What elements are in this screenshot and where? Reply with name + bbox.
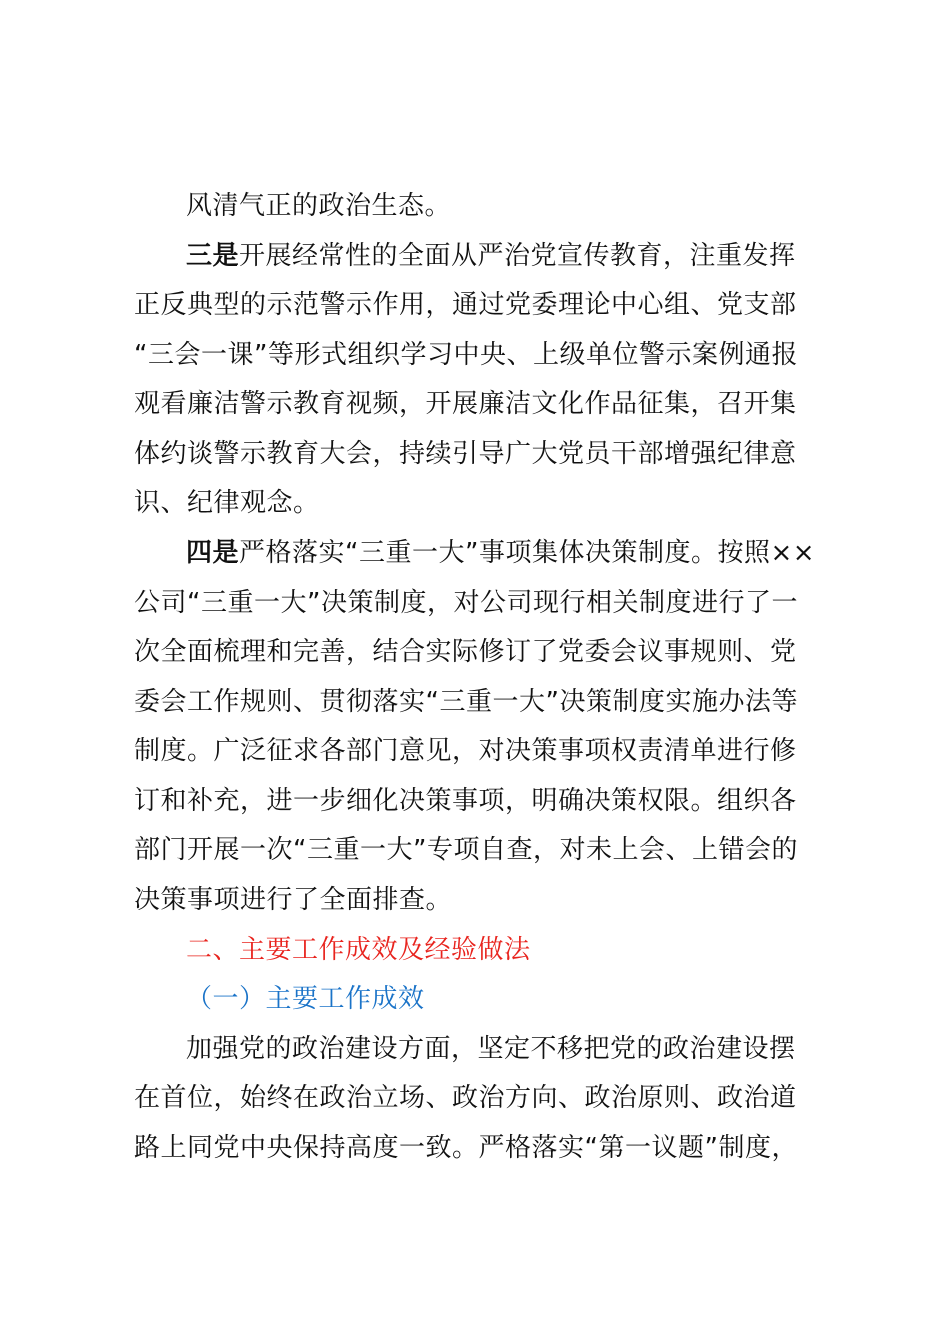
bold-lead: 三是: [186, 241, 240, 271]
paragraph-text: 严格落实“三重一大”事项集体决策制度。按照××: [239, 538, 816, 568]
paragraph-text: 开展经常性的全面从严治党宣传教育，注重发挥: [239, 241, 796, 271]
paragraph-line: 风清气正的政治生态。: [186, 191, 452, 221]
paragraph-line: 委会工作规则、贯彻落实“三重一大”决策制度实施办法等: [134, 687, 798, 717]
paragraph-line: [186, 241, 796, 271]
paragraph-line: 制度。广泛征求各部门意见，对决策事项权责清单进行修: [134, 736, 797, 766]
paragraph-line: 加强党的政治建设方面，坚定不移把党的政治建设摆: [186, 1034, 796, 1064]
paragraph-line: 部门开展一次“三重一大”专项自查，对未上会、上错会的: [134, 835, 798, 865]
paragraph-line: 订和补充，进一步细化决策事项，明确决策权限。组织各: [134, 786, 797, 816]
paragraph-line: 路上同党中央保持高度一致。严格落实“第一议题”制度，: [134, 1133, 798, 1163]
paragraph-line: “三会一课”等形式组织学习中央、上级单位警示案例通报: [134, 340, 798, 370]
paragraph-line: 决策事项进行了全面排查。: [134, 885, 453, 915]
paragraph-line: 次全面梳理和完善，结合实际修订了党委会议事规则、党: [134, 637, 797, 667]
paragraph-line: 公司“三重一大”决策制度，对公司现行相关制度进行了一: [134, 588, 798, 618]
paragraph-line: 识、纪律观念。: [134, 488, 320, 518]
paragraph-line: 在首位，始终在政治立场、政治方向、政治原则、政治道: [134, 1083, 797, 1113]
paragraph-line: 体约谈警示教育大会，持续引导广大党员干部增强纪律意: [134, 439, 797, 469]
bold-lead: 四是: [186, 538, 240, 568]
paragraph-line: 正反典型的示范警示作用，通过党委理论中心组、党支部: [134, 290, 797, 320]
paragraph-line: 观看廉洁警示教育视频，开展廉洁文化作品征集，召开集: [134, 389, 797, 419]
paragraph-line: [186, 538, 815, 568]
subsection-heading: （一）主要工作成效: [186, 984, 425, 1014]
section-heading: 二、主要工作成效及经验做法: [186, 935, 531, 965]
